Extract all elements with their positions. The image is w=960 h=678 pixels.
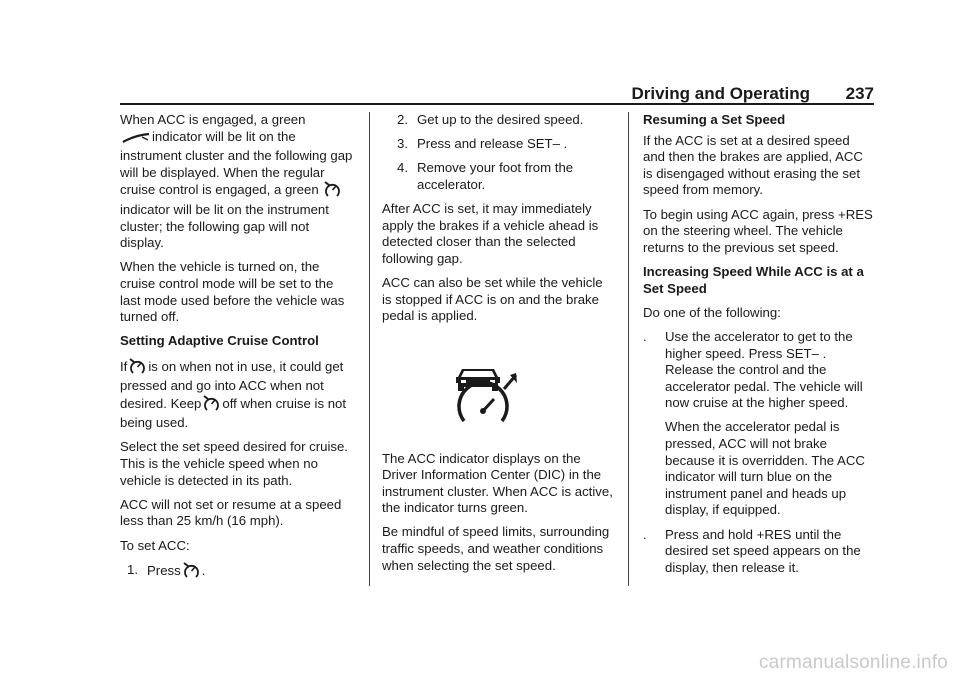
- bullet-mark: .: [643, 328, 647, 344]
- heading-increasing: Increasing Speed While ACC is at a Set Speed: [643, 263, 864, 296]
- paragraph-set-stopped: ACC can also be set while the vehicle is stopped if ACC is on and the brake pedal is applied.: [382, 275, 603, 324]
- bullet-text: Press and hold +RES until the desired set speed appears on the display, then release it.: [665, 526, 861, 575]
- column-2: [382, 112, 614, 582]
- step-number: 1.: [127, 561, 138, 577]
- step-number: 3.: [397, 136, 408, 152]
- text: off when cruise is not being used.: [120, 395, 347, 431]
- following-gap-icon: [122, 132, 150, 149]
- acc-indicator-figure: [382, 333, 614, 451]
- heading-setting-acc: Setting Adaptive Cruise Control: [120, 333, 319, 349]
- paragraph-if-on: [120, 358, 354, 432]
- step-text: Get up to the desired speed.: [417, 112, 584, 127]
- paragraph-overridden: When the accelerator pedal is pressed, ACC will not brake because it is overridden. The ACC indicator will turn blue on the instrument panel and heads up display, if equipped.: [665, 419, 865, 518]
- step-text: Press and release SET– .: [417, 136, 568, 152]
- paragraph-do-one: Do one of the following:: [643, 304, 781, 320]
- step-number: 2.: [397, 112, 408, 127]
- step-2: [382, 112, 614, 129]
- column-1: [120, 112, 354, 590]
- text: .: [201, 562, 206, 578]
- paragraph-after-set: After ACC is set, it may immediately apply the brakes if a vehicle ahead is detected closer than the selected following gap.: [382, 201, 599, 266]
- section-title: Driving and Operating: [631, 84, 810, 103]
- cruise-control-icon: [324, 181, 341, 202]
- cruise-control-icon: [183, 562, 200, 583]
- cruise-control-icon: [203, 395, 220, 416]
- text: When ACC is engaged, a green: [120, 112, 306, 127]
- text: indicator will be lit on the instrument cluster and the following gap will be displayed. When the regular cruise control is engaged, a green: [120, 128, 353, 198]
- step-number: 4.: [397, 160, 408, 176]
- paragraph-acc-engaged: [120, 112, 354, 252]
- text: is on when not in use, it could get pressed and go into ACC when not desired. Keep: [120, 358, 344, 411]
- page-number: 237: [845, 84, 874, 103]
- paragraph-min-speed: ACC will not set or resume at a speed less than 25 km/h (16 mph).: [120, 496, 342, 529]
- text: Press: [147, 562, 181, 578]
- step-text: Remove your foot from the accelerator.: [417, 160, 574, 192]
- step-text: [147, 562, 354, 583]
- paragraph-mindful: Be mindful of speed limits, surrounding traffic speeds, and weather conditions when selecting the set speed.: [382, 524, 610, 573]
- bullet-hold-res: [643, 527, 875, 577]
- paragraph-resume-1: If the ACC is set at a desired speed and then the brakes are applied, ACC is disengaged without erasing the set speed from memory.: [643, 132, 863, 198]
- bullet-text: Use the accelerator to get to the higher speed. Press SET– . Release the control and the accelerator pedal. The vehicle will now cruise at the higher speed.: [665, 328, 863, 411]
- column-3: [643, 112, 875, 584]
- paragraph-resume-2: To begin using ACC again, press +RES on the steering wheel. The vehicle returns to the previous set speed.: [643, 206, 873, 255]
- bullet-mark: .: [643, 526, 647, 542]
- acc-indicator-icon: [454, 363, 532, 425]
- text: indicator will be lit on the instrument cluster; the following gap will not display.: [120, 201, 329, 251]
- paragraph-acc-indicator: The ACC indicator displays on the Driver Information Center (DIC) in the instrument cluster. When ACC is active, the indicator turns green.: [382, 450, 613, 516]
- watermark: carmanualsonline.info: [758, 652, 948, 673]
- cruise-control-icon: [129, 358, 146, 379]
- step-4: [382, 160, 614, 193]
- paragraph-to-set: To set ACC:: [120, 537, 190, 553]
- heading-resuming: Resuming a Set Speed: [643, 112, 786, 127]
- text: If: [120, 358, 128, 374]
- paragraph-vehicle-on: When the vehicle is turned on, the cruise control mode will be set to the last mode used before the vehicle was turned off.: [120, 259, 345, 325]
- paragraph-select-speed: Select the set speed desired for cruise. This is the vehicle speed when no vehicle is detected in its path.: [120, 439, 348, 488]
- column-divider-2: [628, 112, 629, 586]
- step-1: [120, 562, 354, 583]
- bullet-accelerator: [643, 329, 875, 412]
- column-divider-1: [369, 112, 370, 586]
- header-rule: [120, 103, 874, 105]
- step-3: [382, 136, 614, 153]
